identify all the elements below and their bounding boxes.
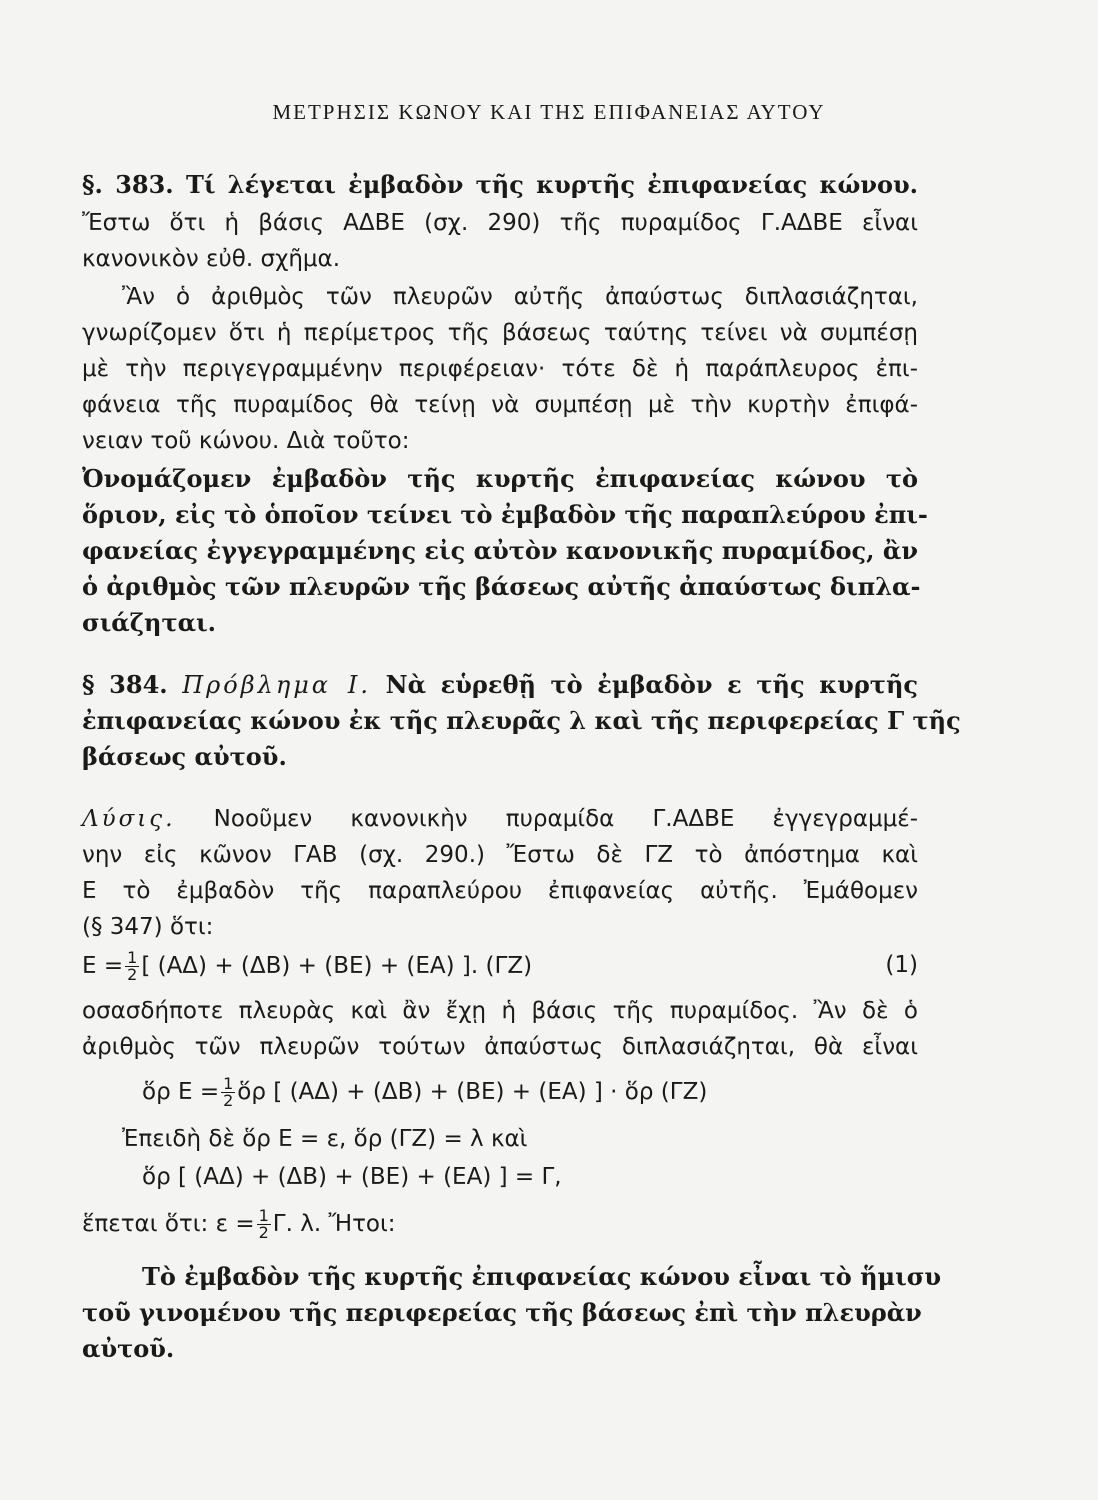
eq1-left: Ε = (82, 953, 124, 979)
theorem-line: τοῦ γινομένου τῆς περιφερείας τῆς βάσεως ἐπὶ τὴν πλευρὰν (82, 1298, 922, 1327)
body-line: φάνεια τῆς πυραμίδος θὰ τείνῃ νὰ συμπέσῃ μὲ τὴν κυρτὴν ἐπιφά- (82, 392, 918, 418)
half-fraction (125, 950, 139, 983)
section-number: § 384. (82, 670, 168, 699)
body-line: κανονικὸν εὐθ. σχῆμα. (82, 246, 341, 272)
definition-line: Ὀνομάζομεν ἐμβαδὸν τῆς κυρτῆς ἐπιφανείας κώνου τὸ (82, 464, 918, 493)
problem-line-1 (82, 670, 918, 700)
equation-2 (142, 1076, 707, 1109)
body-line: Ἔστω ὅτι ἡ βάσις ΑΔΒΕ (σχ. 290) τῆς πυραμίδος Γ.ΑΔΒΕ εἶναι (82, 210, 918, 236)
problem-line: βάσεως αὐτοῦ. (82, 742, 287, 771)
fraction-numerator: 1 (223, 1074, 234, 1093)
conclusion-left: ἕπεται ὅτι: ε = (82, 1211, 255, 1237)
conclusion-line (82, 1208, 396, 1241)
solution-line-1 (82, 804, 918, 834)
half-fraction (257, 1208, 271, 1241)
fraction-numerator: 1 (127, 948, 138, 967)
definition-line: φανείας ἐγγεγραμμένης εἰς αὐτὸν κανονικῆς πυραμίδος, ἂν (82, 536, 918, 565)
conclusion-right: Γ. λ. Ἤτοι: (272, 1211, 396, 1237)
body-line: γνωρίζομεν ὅτι ἡ περίμετρος τῆς βάσεως ταύτης τείνει νὰ συμπέσῃ (82, 320, 918, 346)
fraction-denominator: 2 (127, 965, 138, 984)
body-line: ἀριθμὸς τῶν πλευρῶν τούτων ἀπαύστως διπλασιάζηται, θὰ εἶναι (82, 1034, 918, 1060)
equation-number: (1) (885, 952, 918, 978)
fraction-numerator: 1 (258, 1206, 269, 1225)
body-line: νειαν τοῦ κώνου. Διὰ τοῦτο: (82, 428, 410, 454)
problem-statement: Νὰ εὑρεθῇ τὸ ἐμβαδὸν ε τῆς κυρτῆς (385, 670, 919, 699)
definition-line: ὅριον, εἰς τὸ ὁποῖον τείνει τὸ ἐμβαδὸν τῆς παραπλεύρου ἐπι- (82, 500, 928, 529)
body-line: Ἂν ὁ ἀριθμὸς τῶν πλευρῶν αὐτῆς ἀπαύστως διπλασιάζηται, (122, 284, 918, 310)
section-383-heading: §. 383. Τί λέγεται ἐμβαδὸν τῆς κυρτῆς ἐπιφανείας κώνου. (82, 170, 918, 199)
body-line: οσασδήποτε πλευρὰς καὶ ἂν ἔχῃ ἡ βάσις τῆς πυραμίδος. Ἂν δὲ ὁ (82, 998, 918, 1024)
body-line: νην εἰς κῶνον ΓΑΒ (σχ. 290.) Ἔστω δὲ ΓΖ τὸ ἀπόστημα καὶ (82, 842, 918, 868)
problem-label: Πρόβλημα Ι. (182, 671, 372, 699)
equation-3: ὅρ [ (ΑΔ) + (ΔΒ) + (ΒΕ) + (ΕΑ) ] = Γ, (142, 1164, 562, 1190)
theorem-line: αὐτοῦ. (82, 1334, 175, 1363)
theorem-line: Τὸ ἐμβαδὸν τῆς κυρτῆς ἐπιφανείας κώνου εἶναι τὸ ἥμισυ (142, 1262, 942, 1291)
body-line: Ε τὸ ἐμβαδὸν τῆς παραπλεύρου ἐπιφανείας αὐτῆς. Ἐμάθομεν (82, 878, 918, 904)
definition-line: ὁ ἀριθμὸς τῶν πλευρῶν τῆς βάσεως αὐτῆς ἀπαύστως διπλα- (82, 572, 921, 601)
body-line: (§ 347) ὅτι: (82, 914, 214, 940)
body-line: Ἐπειδὴ δὲ ὅρ Ε = ε, ὅρ (ΓΖ) = λ καὶ (122, 1126, 528, 1152)
definition-line: σιάζηται. (82, 608, 217, 637)
problem-line: ἐπιφανείας κώνου ἐκ τῆς πλευρᾶς λ καὶ τῆς περιφερείας Γ τῆς (82, 706, 961, 735)
equation-1 (82, 950, 918, 983)
solution-text: Νοοῦμεν κανονικὴν πυραμίδα Γ.ΑΔΒΕ ἐγγεγραμμέ- (213, 806, 918, 832)
solution-label: Λύσις. (82, 806, 176, 832)
running-head: ΜΕΤΡΗΣΙΣ ΚΩΝΟΥ ΚΑΙ ΤΗΣ ΕΠΙΦΑΝΕΙΑΣ ΑΥΤΟΥ (272, 100, 826, 124)
eq2-right: ὅρ [ (ΑΔ) + (ΔΒ) + (ΒΕ) + (ΕΑ) ] · ὅρ (ΓΖ) (237, 1079, 708, 1105)
eq1-right: [ (ΑΔ) + (ΔΒ) + (ΒΕ) + (ΕΑ) ]. (ΓΖ) (141, 953, 533, 979)
eq2-left: ὅρ Ε = (142, 1079, 220, 1105)
half-fraction (221, 1076, 235, 1109)
fraction-denominator: 2 (258, 1223, 269, 1242)
body-line: μὲ τὴν περιγεγραμμένην περιφέρειαν· τότε δὲ ἡ παράπλευρος ἐπι- (82, 356, 918, 382)
fraction-denominator: 2 (223, 1091, 234, 1110)
